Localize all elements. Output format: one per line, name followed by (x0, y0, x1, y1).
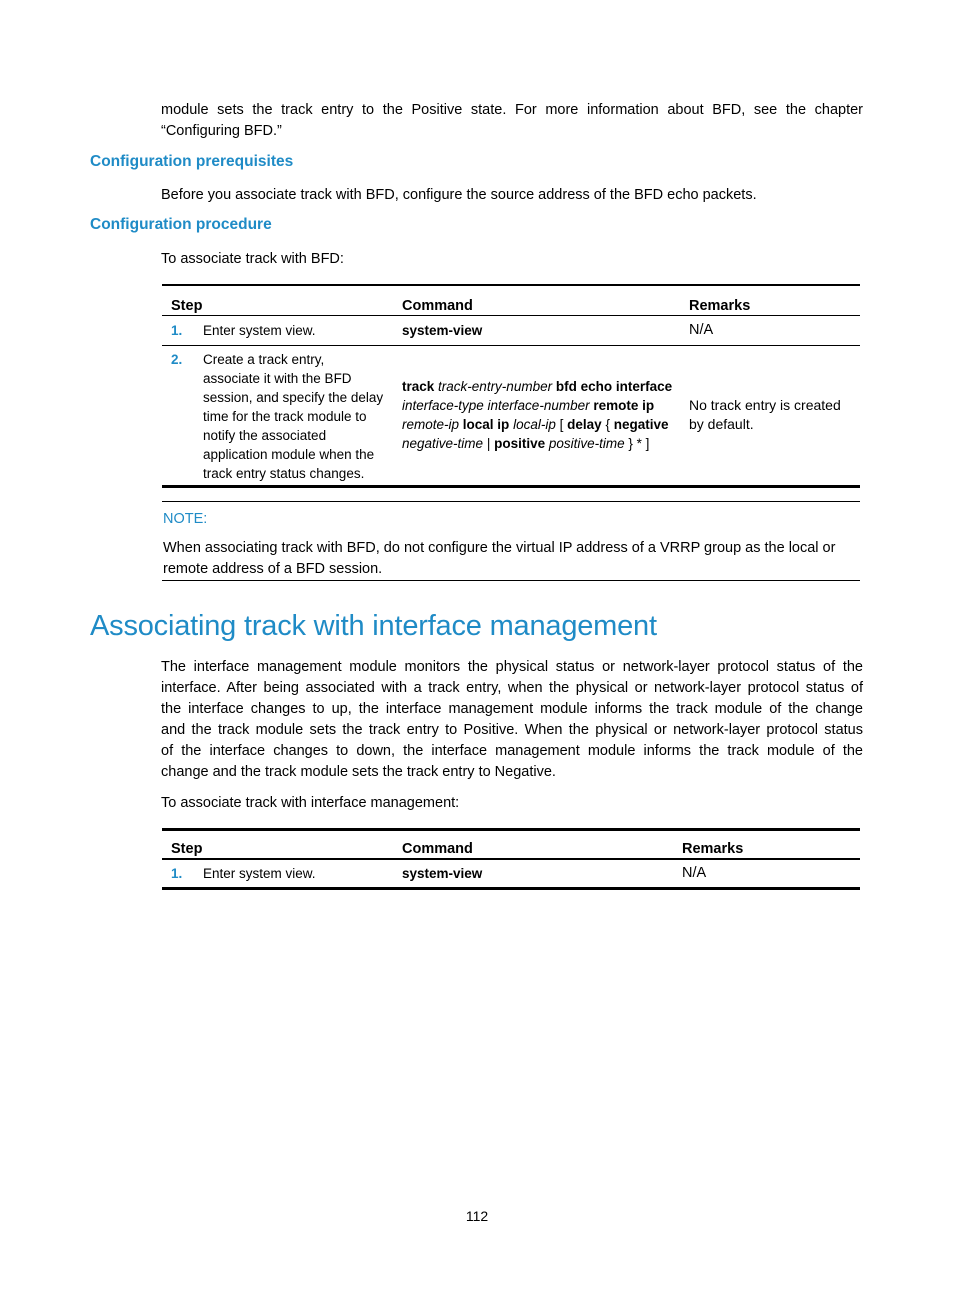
step-number: 1. (171, 865, 183, 881)
header-step: Step (171, 840, 203, 857)
cmd-symbol: } * ] (628, 436, 650, 451)
header-command: Command (402, 840, 473, 857)
step-cell (162, 315, 402, 345)
command-cell (402, 859, 682, 889)
step-line: track entry status changes. (203, 465, 365, 481)
procedure-lead: To associate track with BFD: (161, 251, 344, 267)
cmd-keyword: bfd echo interface (555, 379, 673, 394)
note-text (163, 538, 860, 580)
cmd-keyword: positive (494, 436, 546, 451)
section-line: the interface changes to up, the interface management module informs the track module of the change (161, 701, 863, 717)
header-remarks: Remarks (682, 840, 744, 857)
remarks-cell (689, 345, 860, 486)
table-header-row (162, 830, 860, 859)
cmd-symbol: [ (559, 417, 564, 432)
note-label: NOTE: (163, 511, 208, 527)
intro-paragraph (161, 100, 863, 142)
cmd-keyword: local ip (462, 417, 510, 432)
step-number: 2. (171, 351, 183, 367)
section-line: of the interface changes to down, the interface management module informs the track module of the (161, 743, 863, 759)
cmd-arg: negative-time (402, 436, 484, 451)
section-title: Associating track with interface management (90, 610, 657, 642)
section-line: change and the track module sets the track entry to Negative. (161, 764, 556, 780)
header-remarks: Remarks (689, 297, 751, 314)
step-text (203, 350, 383, 483)
step-cell (162, 345, 402, 486)
cmd-arg: positive-time (548, 436, 625, 451)
cmd-keyword: delay (567, 417, 602, 432)
step-line: Create a track entry, (203, 351, 325, 367)
section-lead: To associate track with interface management: (161, 795, 460, 811)
note-line-1: When associating track with BFD, do not configure the virtual IP address of a VRRP group as the local or (163, 540, 836, 556)
intro-line-2: “Configuring BFD.” (161, 123, 282, 139)
section-paragraph (161, 657, 863, 783)
step-line: session, and specify the delay (203, 389, 384, 405)
cmd-keyword: negative (613, 417, 669, 432)
table-row (162, 315, 860, 345)
note-line-2: remote address of a BFD session. (163, 561, 383, 577)
cmd-symbol: | (486, 436, 491, 451)
prereq-text: Before you associate track with BFD, configure the source address of the BFD echo packets. (161, 187, 757, 203)
step-line: time for the track module to (203, 408, 367, 424)
step-line: associate it with the BFD (203, 370, 352, 386)
remarks-cell: N/A (682, 865, 707, 882)
page-number: 112 (465, 1208, 489, 1224)
command-text: system-view (402, 865, 483, 881)
command-cell (402, 315, 689, 345)
remarks-line: No track entry is created (689, 397, 841, 413)
section-line: interface. After being associated with a track entry, when the physical or network-layer protocol status of (161, 680, 863, 696)
table-row (162, 345, 860, 486)
header-step: Step (171, 297, 203, 314)
step-text: Enter system view. (203, 322, 316, 338)
section-line: and the track module sets the track entry to Positive. When the physical or network-layer protocol status (161, 722, 863, 738)
step-cell (162, 859, 402, 889)
table-row (162, 859, 860, 889)
note-box (162, 501, 860, 581)
step-line: notify the associated (203, 427, 327, 443)
step-text: Enter system view. (203, 865, 316, 881)
cmd-arg: track-entry-number (438, 379, 553, 394)
procedure-heading: Configuration procedure (90, 216, 272, 233)
prereq-heading: Configuration prerequisites (90, 153, 294, 170)
interface-steps-table (162, 828, 860, 890)
header-command: Command (402, 297, 473, 314)
cmd-arg: interface-type interface-number (402, 398, 590, 413)
remarks-line: by default. (689, 416, 754, 432)
section-line: The interface management module monitors the physical status or network-layer protocol status of the (161, 659, 863, 675)
cmd-keyword: track (402, 379, 435, 394)
bfd-steps-table (162, 284, 860, 488)
intro-line-1: module sets the track entry to the Positive state. For more information about BFD, see the chapter (161, 102, 863, 118)
step-line: application module when the (203, 446, 375, 462)
table-header-row (162, 285, 860, 315)
cmd-symbol: { (605, 417, 610, 432)
remarks-cell: N/A (689, 322, 714, 338)
cmd-arg: local-ip (513, 417, 556, 432)
step-number: 1. (171, 322, 183, 338)
cmd-arg: remote-ip (402, 417, 460, 432)
command-cell (402, 345, 689, 486)
command-text: system-view (402, 322, 483, 338)
cmd-keyword: remote ip (593, 398, 655, 413)
